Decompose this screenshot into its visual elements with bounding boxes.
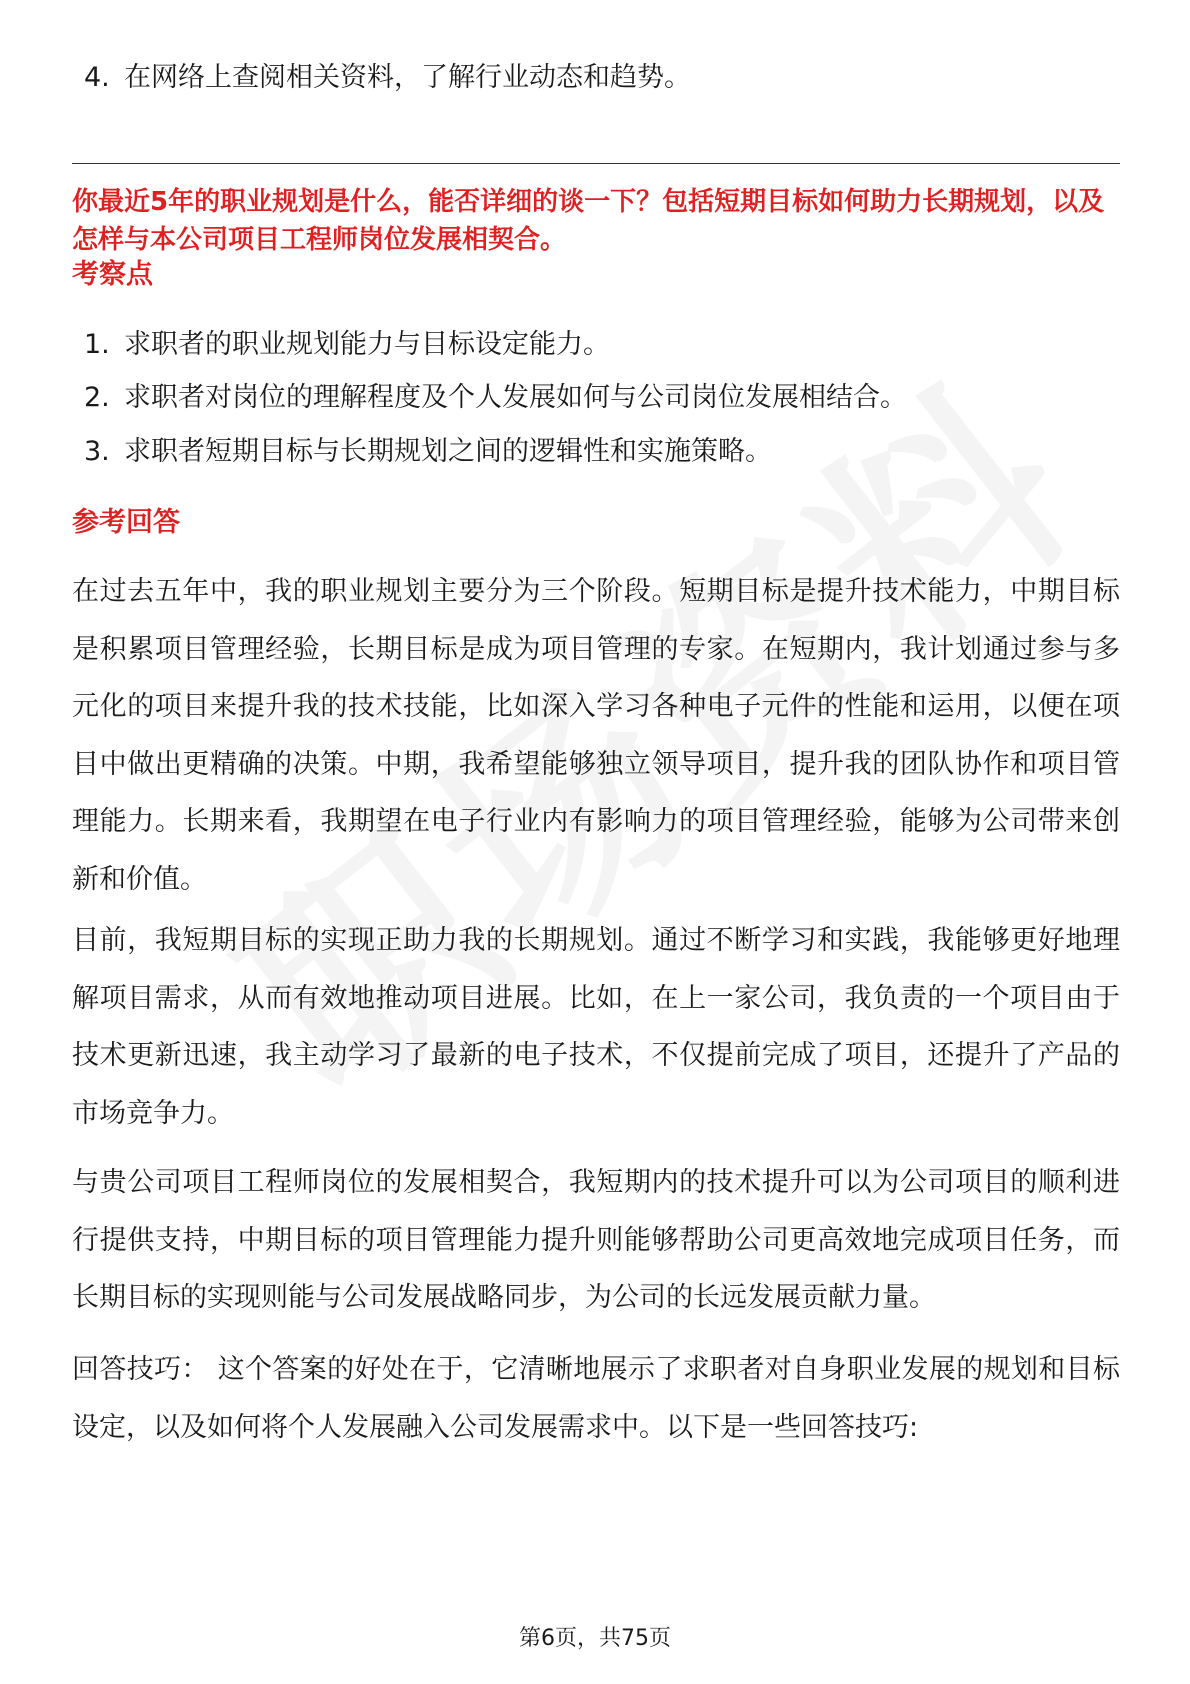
list-number: 4. [84, 62, 110, 93]
question-heading: 你最近5年的职业规划是什么，能否详细的谈一下？包括短期目标如何助力长期规划，以及怎样与本公司项目工程师岗位发展相契合。 [72, 187, 1105, 255]
section-divider [72, 163, 1120, 164]
list-item [84, 58, 691, 98]
answer-paragraph: 在过去五年中，我的职业规划主要分为三个阶段。短期目标是提升技术能力，中期目标是积累项目管理经验，长期目标是成为项目管理的专家。在短期内，我计划通过参与多元化的项目来提升我的技术技能，比如深入学习各种电子元件的性能和运用，以便在项目中做出更精确的决策。中期，我希望能够独立领导项目，提升我的团队协作和项目管理能力。长期来看，我期望在电子行业内有影响力的项目管理经验，能够为公司带来创新和价值。 [72, 576, 1120, 895]
list-text: 在网络上查阅相关资料，了解行业动态和趋势。 [124, 62, 691, 93]
list-number: 3. [84, 436, 110, 467]
answer-paragraph: 目前，我短期目标的实现正助力我的长期规划。通过不断学习和实践，我能够更好地理解项目需求，从而有效地推动项目进展。比如，在上一家公司，我负责的一个项目由于技术更新迅速，我主动学习了最新的电子技术，不仅提前完成了项目，还提升了产品的市场竞争力。 [72, 925, 1120, 1129]
list-text: 求职者对岗位的理解程度及个人发展如何与公司岗位发展相结合。 [124, 382, 907, 413]
focus-item [84, 378, 907, 418]
answer-paragraph: 与贵公司项目工程师岗位的发展相契合，我短期内的技术提升可以为公司项目的顺利进行提供支持，中期目标的项目管理能力提升则能够帮助公司更高效地完成项目任务，而长期目标的实现则能与公司发展战略同步，为公司的长远发展贡献力量。 [72, 1167, 1120, 1314]
answer-tips-paragraph: 回答技巧： 这个答案的好处在于，它清晰地展示了求职者对自身职业发展的规划和目标设定，以及如何将个人发展融入公司发展需求中。以下是一些回答技巧: [72, 1354, 1120, 1443]
answer-section-title: 参考回答 [72, 507, 180, 538]
list-number: 1. [84, 329, 110, 360]
page-number: 第6页，共75页 [519, 1626, 671, 1651]
focus-section-title: 考察点 [72, 259, 153, 290]
focus-item [84, 432, 772, 472]
list-text: 求职者的职业规划能力与目标设定能力。 [124, 329, 610, 360]
list-number: 2. [84, 382, 110, 413]
focus-item [84, 325, 610, 365]
list-text: 求职者短期目标与长期规划之间的逻辑性和实施策略。 [124, 436, 772, 467]
